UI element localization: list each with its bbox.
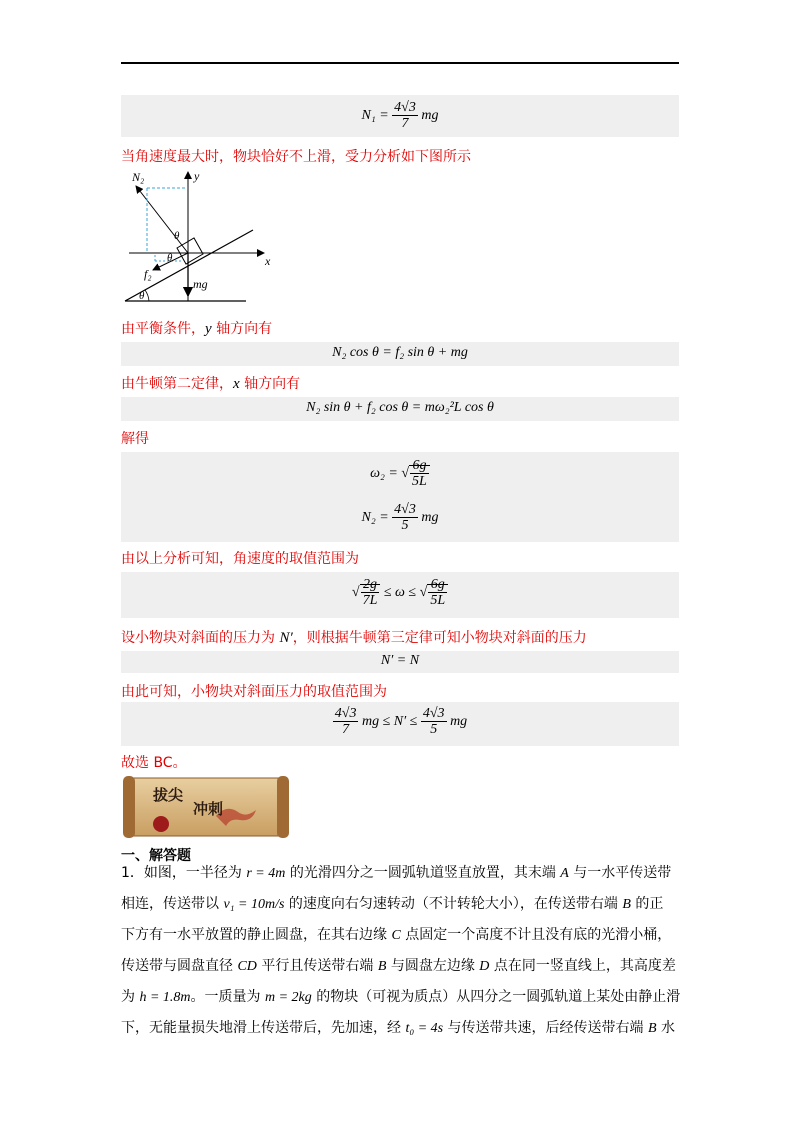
fraction-denominator: 7 <box>401 116 409 132</box>
formula-band-solution <box>121 452 679 542</box>
problem-line-5-a: 为 <box>121 989 140 1005</box>
problem-line-2-c: 的正 <box>630 896 664 912</box>
n2-label: N₂ <box>132 170 145 184</box>
banner-text-2: 冲刺 <box>193 800 224 818</box>
problem-line-1-a: 1．如图，一半径为 <box>121 865 247 881</box>
formula-omega-range <box>121 577 679 609</box>
problem-line-6-c: 水 <box>656 1020 676 1036</box>
red-line-3-b: 轴方向有 <box>239 376 301 392</box>
formula-n1-tail: mg <box>421 108 439 124</box>
formula-n2-tail: mg <box>421 510 439 526</box>
problem-line-6-b: 与传送带共速，后经传送带右端 <box>443 1020 649 1036</box>
problem-line-2-B: B <box>622 897 631 912</box>
section-title: 一、解答题 <box>121 848 191 864</box>
problem-line-2-a: 相连，传送带以 <box>121 896 224 912</box>
theta-label-mid: θ <box>167 252 173 264</box>
theta-label-ground: θ <box>139 290 145 302</box>
force-diagram <box>121 168 281 308</box>
fraction-denominator: 5L <box>430 593 446 609</box>
scroll-banner <box>121 774 291 840</box>
mg-label: mg <box>193 277 208 291</box>
problem-line-6 <box>121 1013 681 1044</box>
problem-line-2 <box>121 889 681 920</box>
red-line-2-a: 由平衡条件， <box>121 321 205 337</box>
n2-arrow <box>136 186 188 253</box>
formula-range-mid: ≤ ω ≤ <box>383 585 417 601</box>
problem-line-3-a: 下方有一水平放置的静止圆盘，在其右边缘 <box>121 927 392 943</box>
fraction <box>428 577 447 609</box>
red-line-6-var: N′ <box>279 630 293 646</box>
formula-final-mid: mg ≤ N′ ≤ <box>361 714 418 730</box>
y-label: y <box>194 169 200 183</box>
problem-text <box>121 858 681 1044</box>
problem-line-6-B: B <box>648 1021 657 1036</box>
problem-line-3-b: 点固定一个高度不计且没有底的光滑小桶， <box>400 927 672 943</box>
problem-line-2-b: 的速度向右匀速转动（不计转轮大小），在传送带右端 <box>284 896 623 912</box>
problem-line-4 <box>121 951 681 982</box>
formula-band-n1 <box>121 95 679 137</box>
formula-band-nprime <box>121 651 679 673</box>
fraction-numerator: 4√3 <box>334 706 357 721</box>
problem-line-1-b: 的光滑四分之一圆弧轨道竖直放置，其末端 <box>285 865 561 881</box>
sqrt: √ $\frac{6g}{5L}$ <box>401 458 429 490</box>
red-line-3 <box>121 373 300 393</box>
scroll-roll-left <box>123 776 135 838</box>
red-line-8: 故选 BC。 <box>121 755 187 771</box>
problem-line-4-b: 平行且传送带右端 <box>256 958 378 974</box>
red-line-3-var: x <box>233 376 240 392</box>
wax-seal <box>153 816 169 832</box>
fraction <box>421 706 447 738</box>
fraction-denominator: 5 <box>430 722 438 738</box>
problem-line-6-a: 下，无能量损失地滑上传送带后，先加速，经 <box>121 1020 406 1036</box>
fraction-denominator: 5L <box>412 474 427 490</box>
problem-line-5-b: 。一质量为 <box>190 989 265 1005</box>
fraction-numerator: 6g <box>428 577 447 593</box>
fraction <box>392 100 418 132</box>
scroll-roll-right <box>277 776 289 838</box>
fraction-numerator: 4√3 <box>422 706 445 721</box>
sqrt: √ $\frac{2g}{7L}$ <box>352 577 380 609</box>
problem-line-6-t: t₀ = 4s <box>405 1021 444 1036</box>
formula-n1-lhs: N₁ = <box>361 108 389 124</box>
red-line-2-var: y <box>205 321 212 337</box>
problem-line-3 <box>121 920 681 951</box>
problem-line-1-c: 与一水平传送带 <box>568 865 672 881</box>
red-line-5: 由以上分析可知，角速度的取值范围为 <box>121 551 359 567</box>
problem-line-1-r: r = 4m <box>246 866 286 881</box>
red-line-6-b: ，则根据牛顿第三定律可知小物块对斜面的压力 <box>292 630 587 646</box>
formula-band-x <box>121 397 679 421</box>
problem-line-5 <box>121 982 681 1013</box>
red-line-3-a: 由牛顿第二定律， <box>121 376 233 392</box>
fraction-denominator: 7 <box>342 722 350 738</box>
formula-final-range <box>121 706 679 738</box>
fraction <box>392 502 418 534</box>
red-line-1: 当角速度最大时，物块恰好不上滑，受力分析如下图所示 <box>121 149 471 165</box>
fraction <box>333 706 359 738</box>
fraction-numerator: 6g <box>410 458 429 474</box>
formula-n2 <box>121 502 679 534</box>
problem-line-4-d: 点在同一竖直线上，其高度差 <box>489 958 676 974</box>
problem-line-3-C: C <box>391 928 401 943</box>
problem-line-1-A: A <box>560 866 569 881</box>
fraction-denominator: 7L <box>362 593 378 609</box>
formula-n1 <box>121 100 679 132</box>
red-line-2 <box>121 318 272 338</box>
problem-line-1 <box>121 858 681 889</box>
problem-line-4-B: B <box>377 959 387 974</box>
angle-arc-ground <box>145 290 149 301</box>
fraction <box>361 577 380 609</box>
formula-newton-x: N₂ sin θ + f₂ cos θ = mω₂²L cos θ <box>306 400 494 415</box>
fraction <box>410 458 429 490</box>
sqrt: √ $\frac{6g}{5L}$ <box>420 577 448 609</box>
formula-band-y <box>121 342 679 366</box>
fraction-numerator: 2g <box>361 577 380 593</box>
formula-n2-lhs: N₂ = <box>361 510 389 526</box>
red-line-7: 由此可知，小物块对斜面压力的取值范围为 <box>121 684 387 700</box>
header-rule <box>121 62 679 64</box>
theta-label-top: θ <box>174 230 180 242</box>
red-line-6-a: 设小物块对斜面的压力为 <box>121 630 280 646</box>
red-line-4: 解得 <box>121 431 149 447</box>
problem-line-4-c: 与圆盘左边缘 <box>386 958 480 974</box>
fraction-numerator: 4√3 <box>394 100 416 115</box>
problem-line-4-CD: CD <box>237 959 257 974</box>
problem-line-4-a: 传送带与圆盘直径 <box>121 958 238 974</box>
formula-equilibrium-y: N₂ cos θ = f₂ sin θ + mg <box>332 345 468 360</box>
formula-omega2-lhs: ω₂ = <box>370 466 398 482</box>
problem-line-5-m: m = 2kg <box>264 990 312 1005</box>
problem-line-5-h: h = 1.8m <box>139 990 191 1005</box>
formula-nprime: N′ = N <box>380 653 420 668</box>
banner-text-1: 拔尖 <box>153 786 184 804</box>
f2-label: f₂ <box>144 267 152 281</box>
formula-omega2 <box>121 458 679 490</box>
problem-line-2-v: v₁ = 10m/s <box>223 897 285 912</box>
formula-final-tail: mg <box>450 714 468 730</box>
formula-band-final <box>121 702 679 746</box>
formula-band-range <box>121 572 679 618</box>
x-label: x <box>265 254 271 268</box>
red-line-2-b: 轴方向有 <box>211 321 273 337</box>
red-line-6 <box>121 627 587 647</box>
fraction-denominator: 5 <box>401 518 409 534</box>
problem-line-5-c: 的物块（可视为质点）从四分之一圆弧轨道上某处由静止滑 <box>311 989 681 1005</box>
problem-line-4-D: D <box>479 959 490 974</box>
fraction-numerator: 4√3 <box>394 502 416 517</box>
